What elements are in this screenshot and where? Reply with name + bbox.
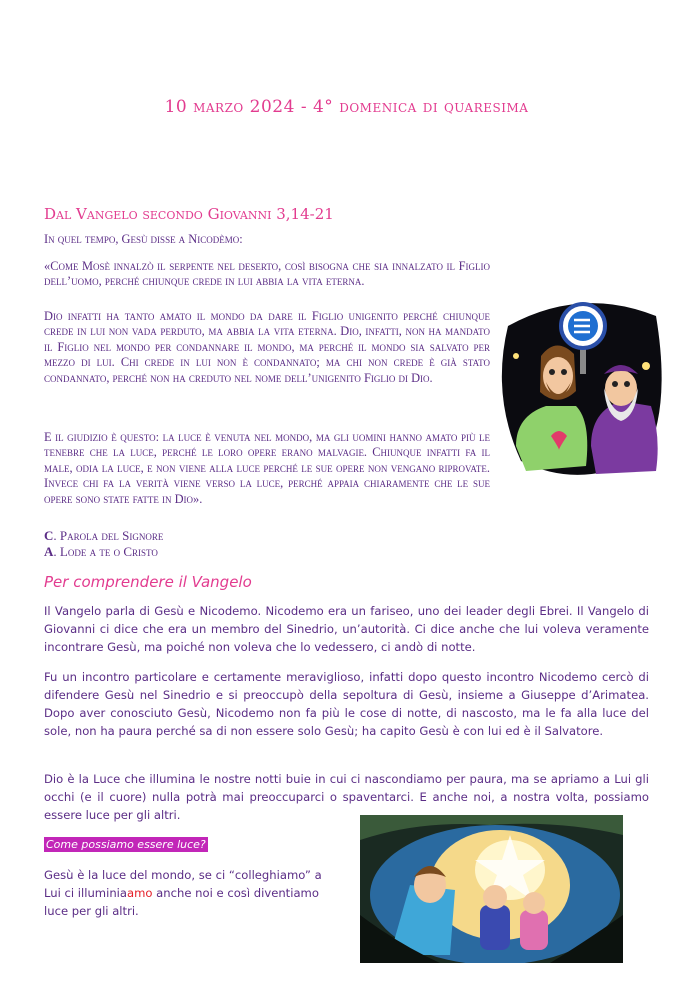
gospel-paragraph-1: «Come Mosè innalzò il serpente nel deserto, così bisogna che sia innalzato il Figlio dell’uomo, perché chiunque crede in lui abbia la vita eterna. — [44, 259, 490, 289]
comprehension-paragraph-1: Il Vangelo parla di Gesù e Nicodemo. Nicodemo era un fariseo, uno dei leader degli Ebrei. Il Vangelo di Giovanni ci dice che era un membro del Sinedrio, un’autorità. Ci dice anche che lui voleva veramente incontrare Gesù, ma poiché non voleva che lo vedessero, ci andò di notte. — [44, 604, 649, 654]
light-question-highlight: Come possiamo essere luce? — [46, 838, 206, 851]
response-c-text: . Parola del Signore — [53, 528, 164, 543]
gospel-response — [44, 528, 163, 559]
gospel-heading: Dal Vangelo secondo Giovanni 3,14-21 — [44, 205, 334, 223]
response-c-letter: C — [44, 528, 54, 543]
comprehension-heading: Per comprendere il Vangelo — [44, 573, 252, 591]
gospel-intro: In quel tempo, Gesù disse a Nicodèmo: — [44, 232, 243, 246]
page-title: 10 marzo 2024 - 4° domenica di quaresima — [164, 97, 529, 117]
comprehension-paragraph-3: Dio è la Luce che illumina le nostre notti buie in cui ci nascondiamo per paura, ma se apriamo a Lui gli occhi (e il cuore) nulla potrà mai preoccuparci o spaventarci. E anche noi, a nostra volta, possiamo essere luce per gli altri. — [44, 772, 649, 822]
light-text-before: Gesù è la luce del mondo, se ci “colleghiamo” a Lui ci illuminia — [44, 868, 322, 900]
light-paragraph — [44, 866, 334, 920]
light-text-red: amo — [127, 886, 153, 900]
light-illustration — [360, 815, 623, 963]
jesus-nicodemus-illustration — [496, 296, 666, 481]
response-a-text: . Lode a te o Cristo — [53, 543, 158, 559]
comprehension-paragraph-2: Fu un incontro particolare e certamente meraviglioso, infatti dopo questo incontro Nicodemo cercò di difendere Gesù nel Sinedrio e si preoccupò della sepoltura di Gesù, insieme a Giuseppe d’Arimatea. Dopo aver conosciuto Gesù, Nicodemo non fa più le cose di notte, di nascosto, ma le fa alla luce del sole, non ha paura perché sa di non essere solo Gesù; ha capito Gesù è con lui ed è il Salvatore. — [44, 670, 649, 738]
gospel-paragraph-3: E il giudizio è questo: la luce è venuta nel mondo, ma gli uomini hanno amato più le tenebre che la luce, perché le loro opere erano malvagie. Chiunque infatti fa il male, odia la luce, e non viene alla luce perché le sue opere non vengano riprovate. Invece chi fa la verità viene verso la luce, perché appaia chiaramente che le sue opere sono state fatte in Dio». — [44, 430, 490, 506]
gospel-paragraph-2: Dio infatti ha tanto amato il mondo da dare il Figlio unigenito perché chiunque crede in lui non vada perduto, ma abbia la vita eterna. Dio, infatti, non ha mandato il Figlio nel mondo per condannare il mondo, ma perché il mondo sia salvato per mezzo di lui. Chi crede in lui non è condannato; ma chi non crede è già stato condannato, perché non ha creduto nel nome dell’unigenito Figlio di Dio. — [44, 309, 490, 385]
response-a-letter: A — [44, 543, 54, 559]
light-text-after: anche noi e così diventiamo luce per gli altri. — [44, 886, 319, 918]
